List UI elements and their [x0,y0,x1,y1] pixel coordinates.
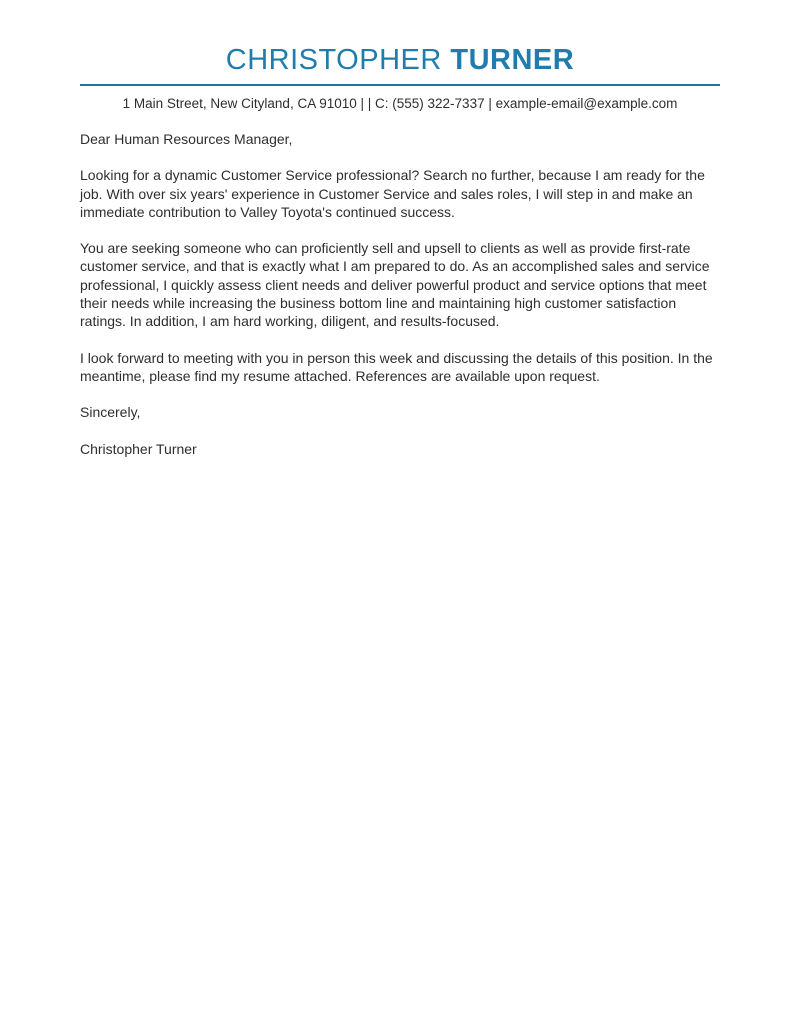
contact-info: 1 Main Street, New Cityland, CA 91010 | | C: (555) 322-7337 | example-email@example.com [122,96,678,111]
body-paragraph-1: Looking for a dynamic Customer Service professional? Search no further, because I am ready for the job. With over six years' experience in Customer Service and sales roles, I will step in and make an immediate contribution to Valley Toyota's continued success. [80,167,705,220]
greeting: Dear Human Resources Manager, [80,131,293,147]
title-first-name: CHRISTOPHER [225,44,442,76]
body-paragraph-3: I look forward to meeting with you in person this week and discussing the details of this position. In the meantime, please find my resume attached. References are available upon request. [80,349,713,384]
letter-body [80,130,720,458]
header-divider [80,84,720,86]
title-last-name: TURNER [450,44,575,76]
closing: Sincerely, [80,404,141,421]
body-paragraph-2: You are seeking someone who can proficiently sell and upsell to clients as well as provide first-rate customer service, and that is exactly what I am prepared to do. As an accomplished sales and service professional, I quickly assess client needs and deliver powerful product and service options that meet their needs while increasing the business bottom line and maintaining high customer satisfaction ratings. In addition, I am hard working, diligent, and results-focused. [80,240,710,330]
page-title [80,46,720,75]
letter-content [0,0,800,458]
signature: Christopher Turner [80,440,197,457]
